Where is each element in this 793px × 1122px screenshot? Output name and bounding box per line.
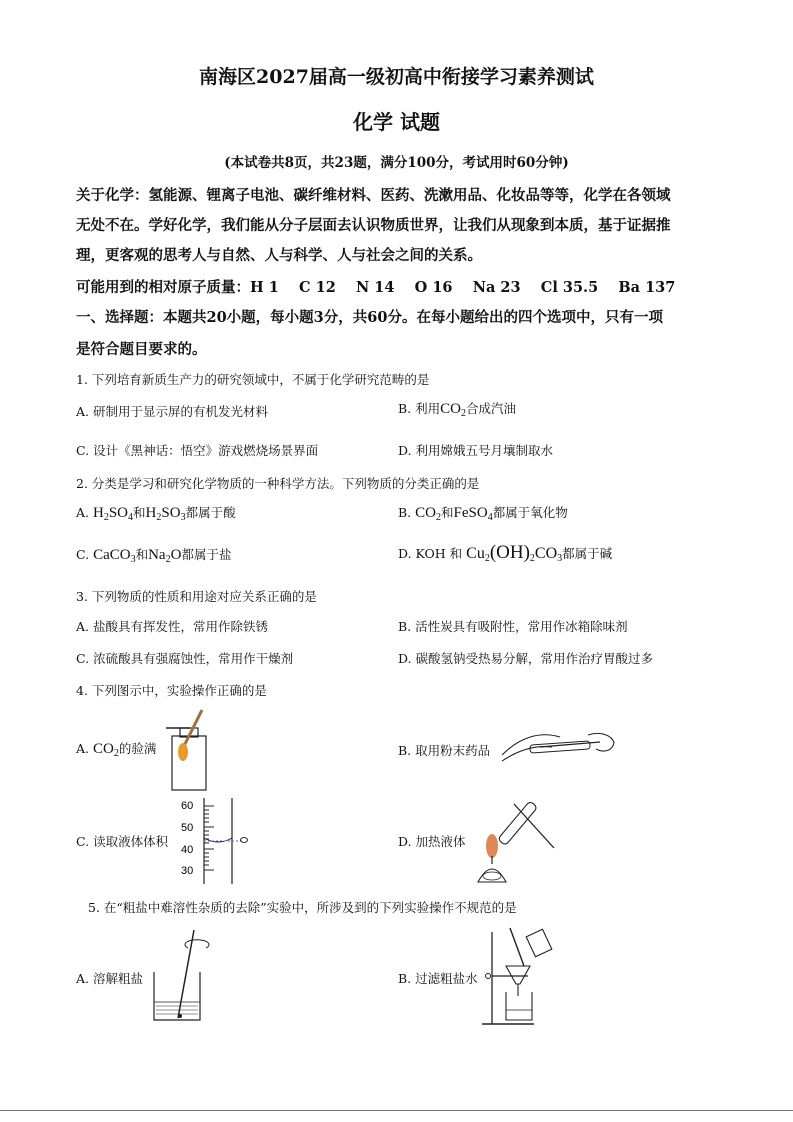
intro-line-3: 理，更客观的思考人与自然、人与科学、人与社会之间的关系。	[76, 247, 482, 264]
flame	[178, 743, 188, 761]
exam-title: 南海区2027届高一级初高中衔接学习素养测试	[199, 66, 594, 88]
exam-info: (本试卷共8页，共23题，满分100分，考试用时60分钟)	[224, 155, 569, 171]
eye-icon	[241, 838, 248, 843]
q2-c-formula-1: CaCO$_3$	[93, 547, 136, 565]
q2-b-formula-2: FeSO$_4$	[453, 505, 493, 523]
receiving-beaker	[506, 992, 532, 1020]
intro-line-1: 关于化学：氢能源、锂离子电池、碳纤维材料、医药、洗漱用品、化妆品等等，化学在各领域	[76, 187, 671, 204]
q4-option-b: B. 取用粉末药品	[398, 743, 491, 758]
tick-marks	[204, 806, 214, 870]
dissolving-image	[150, 926, 214, 1024]
q2-a-formula-1: $H_2SO_4$	[93, 505, 134, 523]
q3-stem: 3. 下列物质的性质和用途对应关系正确的是	[76, 589, 317, 604]
q4-option-d: D. 加热液体	[398, 834, 466, 849]
q2-b-formula-1: $CO_2$	[415, 505, 441, 523]
q1-option-b-prefix: B. 利用	[398, 401, 441, 416]
tick-label-50: 50	[181, 822, 194, 834]
tick-label-30: 30	[181, 865, 194, 877]
q1-option-b	[398, 399, 516, 419]
page-bottom-rule	[0, 1110, 793, 1111]
q3-option-d: D. 碳酸氢钠受热易分解，常用作治疗胃酸过多	[398, 651, 654, 666]
flame	[486, 834, 498, 858]
lamp-liquid	[483, 872, 501, 880]
q2-c-formula-2: $Na_2O$	[148, 547, 182, 565]
q2-d-formula: $Cu_2(OH)_2CO_3$	[466, 542, 563, 564]
atomic-mass-line: 可能用到的相对原子质量：H 1 C 12 N 14 O 16 Na 23 Cl 35.5 Ba 137	[76, 279, 676, 296]
q4-a-formula: $CO_2$	[93, 741, 119, 759]
graduated-cylinder-image	[174, 796, 254, 884]
q3-option-c: C. 浓硫酸具有强腐蚀性，常用作干燥剂	[76, 651, 294, 666]
q2-option-d: D. KOH 和 $Cu_2(OH)_2CO_3$都属于碱	[398, 542, 613, 564]
q4-option-c: C. 读取液体体积	[76, 834, 169, 849]
exam-subtitle: 化学 试题	[353, 110, 440, 134]
q4-stem: 4. 下列图示中，实验操作正确的是	[76, 683, 267, 698]
q5-stem: 5. 在“粗盐中难溶性杂质的去除”实验中，所涉及到的下列实验操作不规范的是	[88, 900, 517, 915]
gas-bottle	[172, 736, 206, 790]
q3-option-b: B. 活性炭具有吸附性，常用作冰箱除味剂	[398, 619, 628, 634]
beaker	[154, 972, 200, 1020]
funnel	[506, 966, 530, 984]
test-tube-holder	[514, 804, 554, 848]
q1-option-b-formula: $CO_2$	[440, 401, 466, 419]
q2-option-b: B. $CO_2$和FeSO$_4$都属于氧化物	[398, 505, 568, 523]
stir-arrow	[185, 940, 209, 948]
tick-label-40: 40	[181, 844, 194, 856]
q5-option-a: A. 溶解粗盐	[76, 971, 143, 986]
q5-option-b: B. 过滤粗盐水	[398, 971, 478, 986]
q2-option-a: A. $H_2SO_4$和$H_2SO_3$都属于酸	[76, 505, 236, 523]
clamp	[486, 974, 491, 979]
q4-option-a: A. $CO_2$的验满	[76, 741, 157, 759]
pouring-beaker	[526, 929, 552, 957]
co2-full-test-image	[160, 706, 216, 792]
tick-label-60: 60	[181, 800, 194, 812]
sediment	[178, 1014, 182, 1018]
q1-stem: 1. 下列培育新质生产力的研究领域中，不属于化学研究范畴的是	[76, 372, 430, 387]
glass-rod	[510, 928, 524, 966]
intro-line-2: 无处不在。学好化学，我们能从分子层面去认识物质世界，让我们从现象到本质，基于证据推	[76, 217, 671, 234]
q2-a-formula-2: $H_2SO_3$	[145, 505, 186, 523]
q2-option-c: C. CaCO$_3$和$Na_2O$都属于盐	[76, 547, 232, 565]
q1-option-a: A. 研制用于显示屏的有机发光材料	[76, 404, 268, 419]
section-heading-line-1: 一、选择题：本题共20小题，每小题3分，共60分。在每小题给出的四个选项中，只有一项	[76, 309, 663, 326]
q2-stem: 2. 分类是学习和研究化学物质的一种科学方法。下列物质的分类正确的是	[76, 476, 480, 491]
q3-option-a: A. 盐酸具有挥发性，常用作除铁锈	[76, 619, 268, 634]
heating-liquid-image	[474, 794, 564, 884]
q1-option-b-suffix: 合成汽油	[465, 401, 516, 416]
q1-option-d: D. 利用嫦娥五号月壤制取水	[398, 443, 554, 458]
filtration-image	[478, 926, 558, 1026]
powder-sampling-image	[500, 727, 618, 765]
section-heading-line-2: 是符合题目要求的。	[76, 341, 207, 358]
liquid-hatch	[156, 1006, 198, 1014]
q1-option-c: C. 设计《黑神话：悟空》游戏燃烧场景界面	[76, 443, 319, 458]
